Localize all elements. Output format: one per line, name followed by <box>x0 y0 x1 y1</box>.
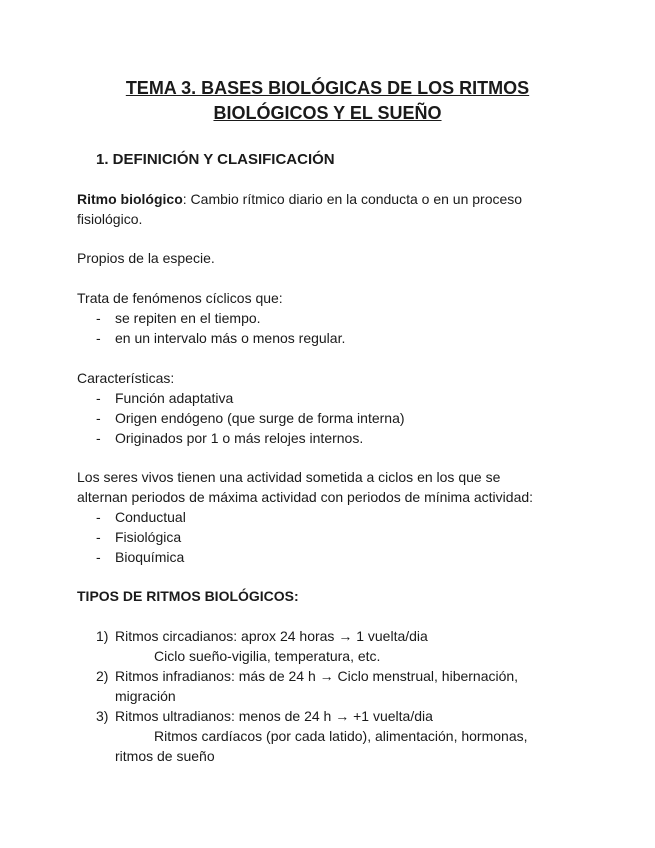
definition-term: Ritmo biológico <box>77 191 183 207</box>
activity-paragraph: Los seres vivos tienen una actividad sometida a ciclos en los que se alternan periodos de máxima actividad con periodos de mínima actividad: <box>77 469 534 505</box>
list-item: 2) Ritmos infradianos: más de 24 h → Ciclo menstrual, hibernación, migración <box>96 668 519 704</box>
list-item: - Origen endógeno (que surge de forma interna) <box>96 410 405 426</box>
characteristics-list <box>96 388 405 448</box>
list-item: - en un intervalo más o menos regular. <box>96 330 346 346</box>
species-note: Propios de la especie. <box>77 250 215 266</box>
definition-paragraph <box>77 189 522 229</box>
list-item: - Bioquímica <box>96 549 185 565</box>
activity-list <box>96 507 186 567</box>
types-heading: TIPOS DE RITMOS BIOLÓGICOS: <box>77 588 299 604</box>
list-item: 3) Ritmos ultradianos: menos de 24 h → +1 vuelta/dia Ritmos cardíacos (por cada latido), alimentación, hormonas, ritmos de sueño <box>96 708 528 764</box>
list-item: - Fisiológica <box>96 529 182 545</box>
title-line-2: BIOLÓGICOS Y EL SUEÑO <box>213 103 442 123</box>
types-list <box>96 626 566 766</box>
cyclic-list <box>96 308 345 348</box>
page-title <box>0 76 655 126</box>
characteristics-intro: Características: <box>77 370 175 386</box>
definition-text-cont: fisiológico. <box>77 211 143 227</box>
definition-text: : Cambio rítmico diario en la conducta o en un proceso <box>182 191 523 207</box>
title-line-1: TEMA 3. BASES BIOLÓGICAS DE LOS RITMOS <box>125 78 530 98</box>
section-heading: 1. DEFINICIÓN Y CLASIFICACIÓN <box>96 151 335 168</box>
list-item: - Conductual <box>96 509 186 525</box>
list-item: - Originados por 1 o más relojes internos. <box>96 430 364 446</box>
list-item: - se repiten en el tiempo. <box>96 310 261 326</box>
cyclic-intro: Trata de fenómenos cíclicos que: <box>77 290 283 306</box>
list-item: 1) Ritmos circadianos: aprox 24 horas → 1 vuelta/dia Ciclo sueño-vigilia, temperatura, etc. <box>96 628 428 664</box>
list-item: - Función adaptativa <box>96 390 234 406</box>
